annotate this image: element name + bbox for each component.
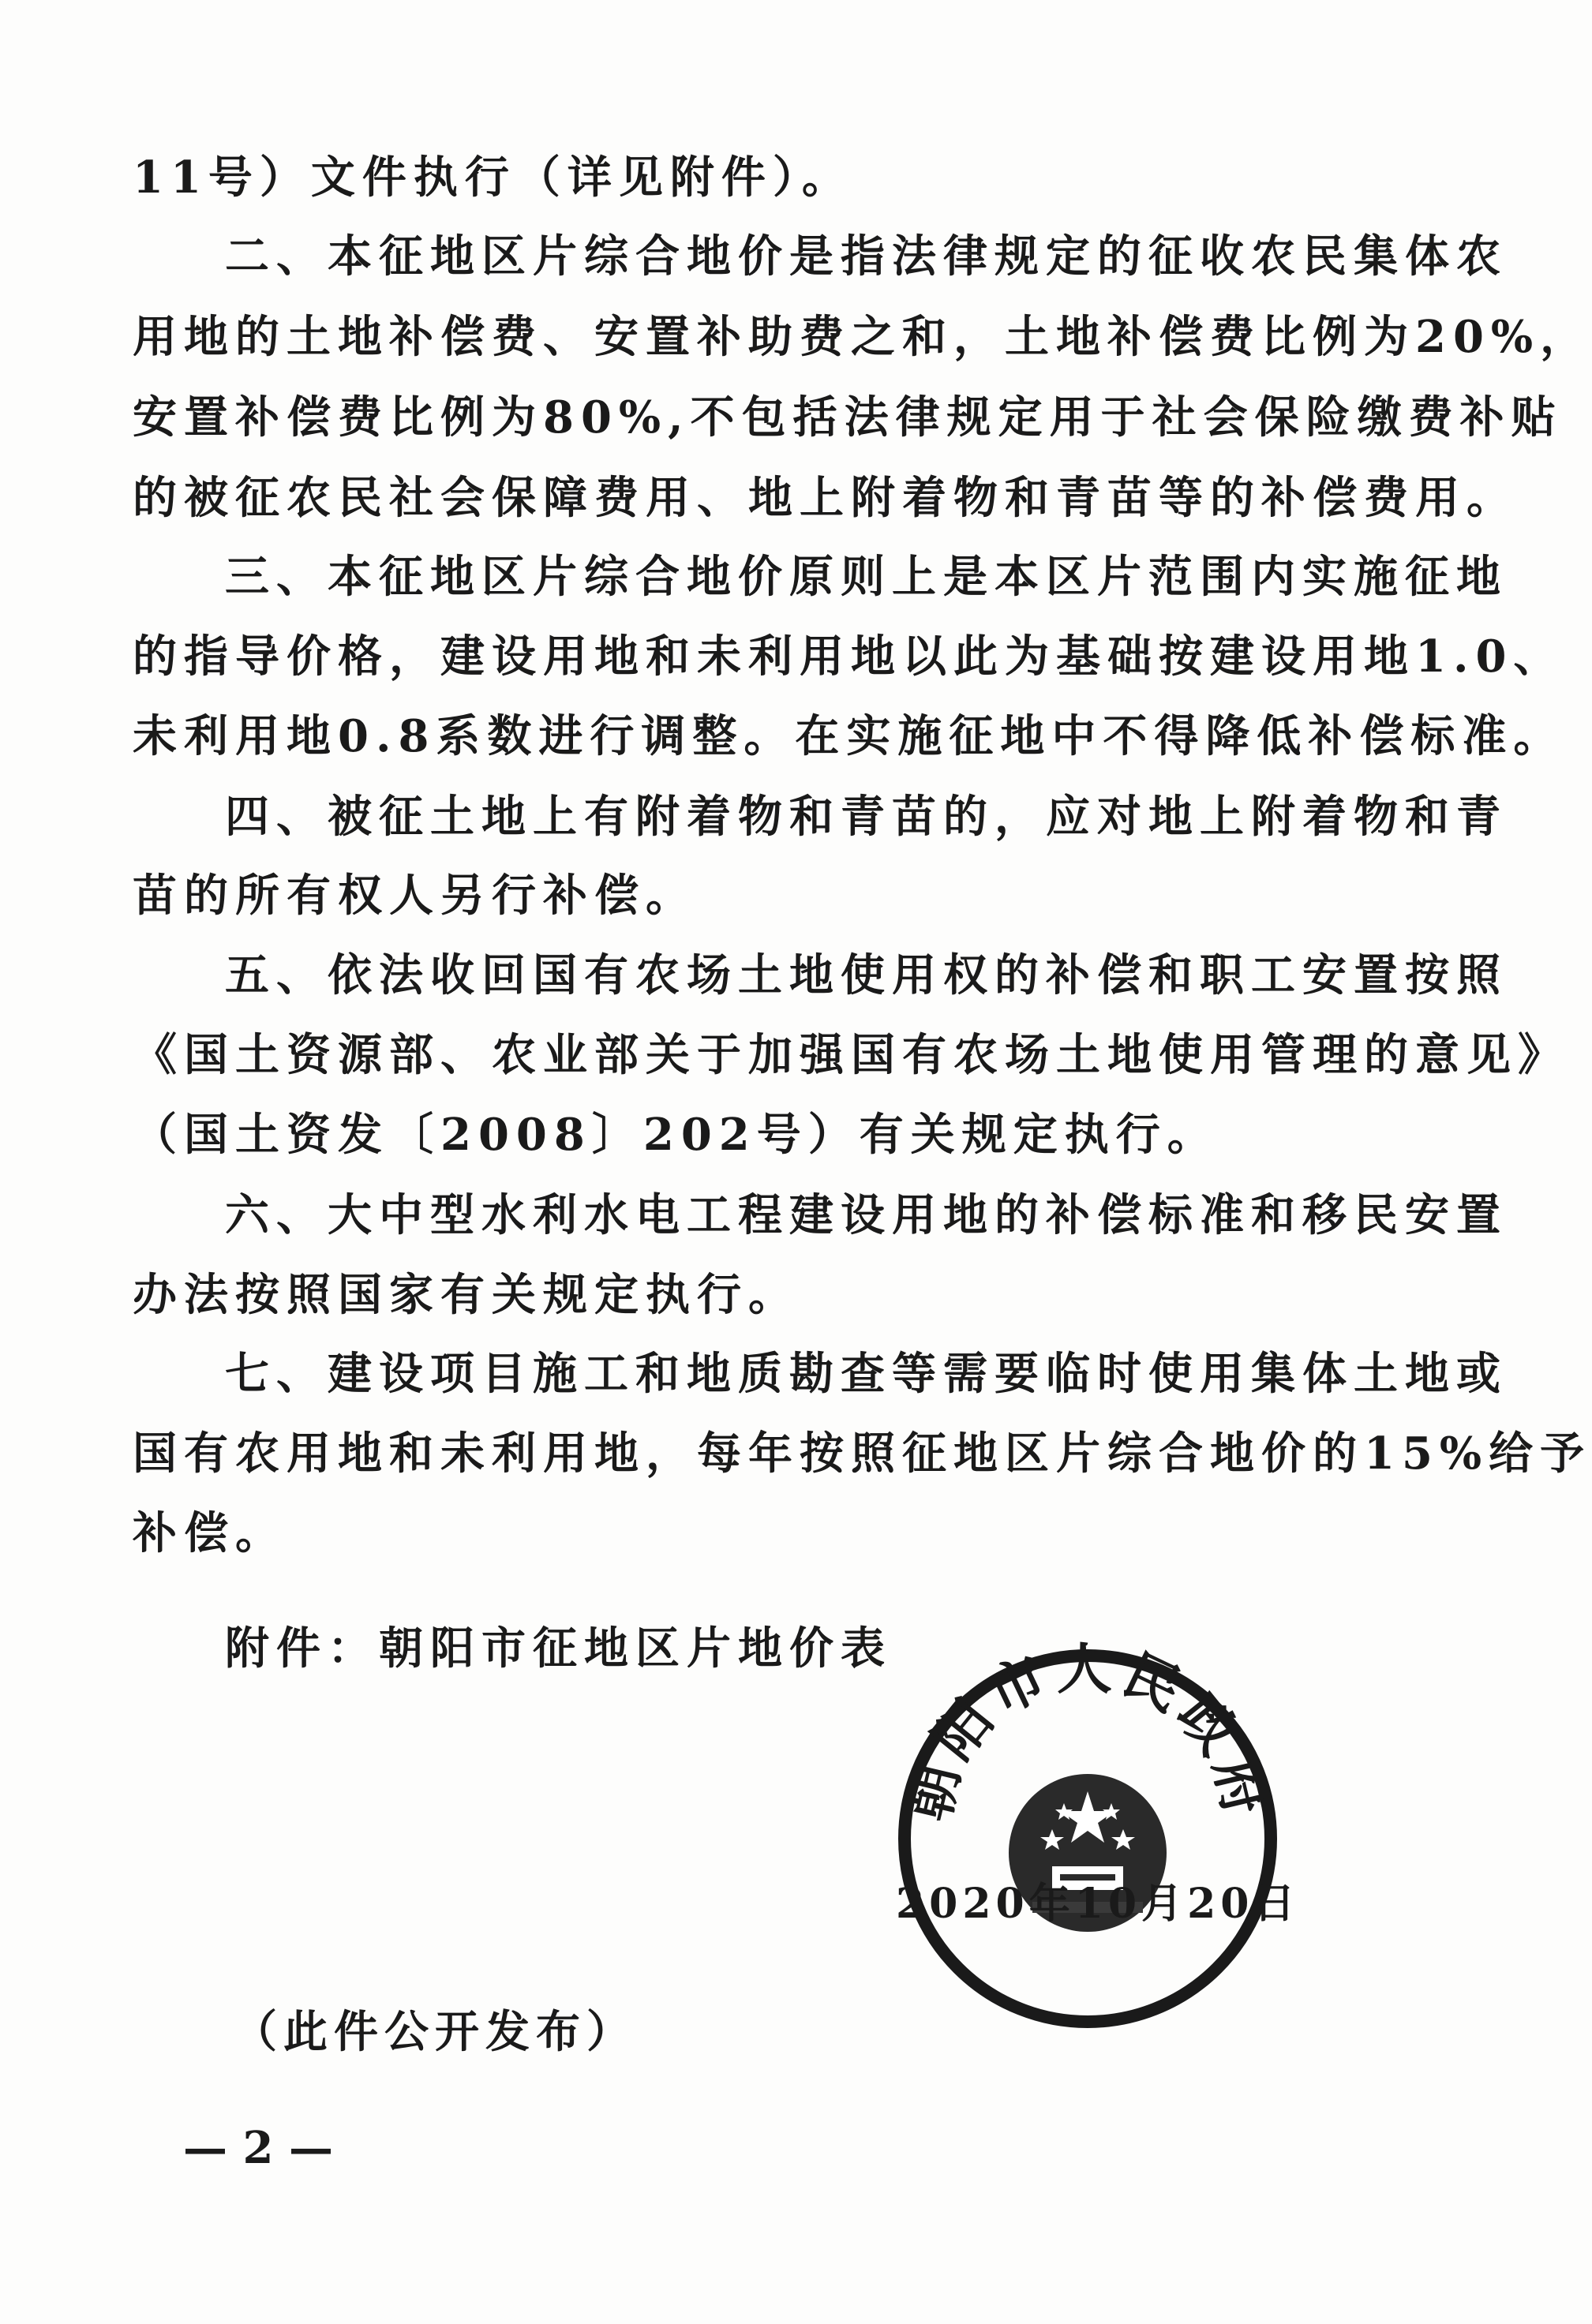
body-line-7: 的指导价格，建设用地和未利用地以此为基础按建设用地1.0、 <box>133 631 1565 683</box>
body-line-17: 国有农用地和未利用地，每年按照征地区片综合地价的15%给予 <box>133 1428 1592 1480</box>
body-line-2: 二、本征地区片综合地价是指法律规定的征收农民集体农 <box>225 230 1508 283</box>
body-line-12: 《国土资源部、农业部关于加强国有农场土地使用管理的意见》 <box>133 1029 1569 1081</box>
official-seal <box>890 1641 1285 2036</box>
body-line-13: （国土资发〔2008〕202号）有关规定执行。 <box>133 1109 1219 1161</box>
seal-text: 朝阳市人民政府 <box>895 1641 1280 1828</box>
release-note: （此件公开发布） <box>233 2006 637 2058</box>
page-number: — 2 — <box>183 2122 333 2174</box>
body-line-5: 的被征农民社会保障费用、地上附着物和青苗等的补偿费用。 <box>133 472 1518 524</box>
attachment-line: 附件：朝阳市征地区片地价表 <box>225 1622 892 1675</box>
body-line-14: 六、大中型水利水电工程建设用地的补偿标准和移民安置 <box>225 1189 1508 1241</box>
issue-date: 2020年10月20日 <box>896 1880 1300 1928</box>
body-line-3: 用地的土地补偿费、安置补助费之和，土地补偿费比例为20%， <box>133 311 1592 363</box>
body-line-6: 三、本征地区片综合地价原则上是本区片范围内实施征地 <box>225 551 1508 603</box>
body-line-4: 安置补偿费比例为80%,不包括法律规定用于社会保险缴费补贴 <box>133 391 1563 443</box>
body-line-9: 四、被征土地上有附着物和青苗的，应对地上附着物和青 <box>225 791 1508 843</box>
body-line-18: 补偿。 <box>133 1507 287 1559</box>
body-line-16: 七、建设项目施工和地质勘查等需要临时使用集体土地或 <box>225 1348 1508 1400</box>
body-line-11: 五、依法收回国有农场土地使用权的补偿和职工安置按照 <box>225 949 1508 1001</box>
body-line-1: 11号）文件执行（详见附件）。 <box>133 152 853 204</box>
body-line-15: 办法按照国家有关规定执行。 <box>133 1269 800 1321</box>
body-line-10: 苗的所有权人另行补偿。 <box>133 870 697 922</box>
body-line-8: 未利用地0.8系数进行调整。在实施征地中不得降低补偿标准。 <box>133 710 1565 762</box>
